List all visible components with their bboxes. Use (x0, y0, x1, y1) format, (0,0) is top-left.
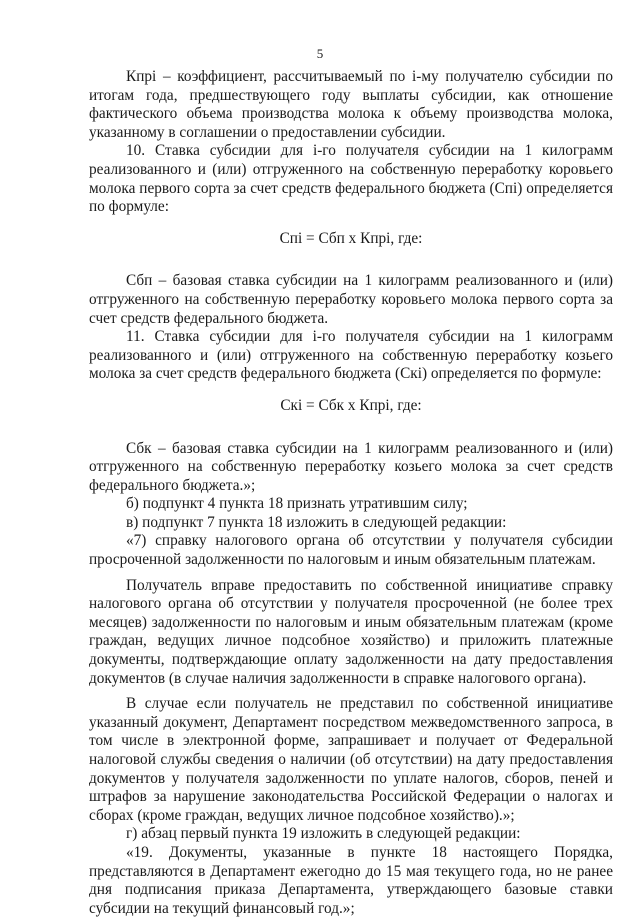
document-body (89, 68, 613, 918)
paragraph-sbk-definition: Сбк – базовая ставка субсидии на 1 килограмм реализованного и (или) отгруженного на собственную переработку козьего молока за счет средств федерального бюджета.»; (89, 439, 613, 494)
paragraph-kpri-definition: Кпрi – коэффициент, рассчитываемый по i-му получателю субсидии по итогам года, предшествующего году выплаты субсидии, как отношение фактического объема производства молока к объему производства молока, указанному в соглашении о предоставлении субсидии. (89, 68, 613, 141)
paragraph-subitem-v: в) подпункт 7 пункта 18 изложить в следующей редакции: (126, 513, 507, 531)
formula-spi: Спi = Сбп x Кпрi, где: (279, 229, 423, 247)
paragraph-subitem-b: б) подпункт 4 пункта 18 признать утратившим силу; (126, 495, 468, 513)
paragraph-department-request: В случае если получатель не представил по собственной инициативе указанный документ, Департамент посредством межведомственного запроса, в том числе в электронной форме, запрашивает и получает от Федеральной налоговой службы сведения о наличии (об отсутствии) на дату предоставления документов у получателя задолженности по уплате налогов, сборов, пеней и штрафов за нарушение законодательства Российской Федерации о налогах и сборах (кроме граждан, ведущих личное подсобное хозяйство).»; (89, 695, 613, 824)
paragraph-item-10: 10. Ставка субсидии для i-го получателя субсидии на 1 килограмм реализованного и (или) отгруженного на собственную переработку коровьего молока первого сорта за счет средств федерального бюджета (Спi) определяется по формуле: (89, 142, 613, 216)
paragraph-recipient-right: Получатель вправе предоставить по собственной инициативе справку налогового органа об отсутствии у получателя просроченной (не более трех месяцев) задолженности по налоговым и иным обязательным платежам (кроме граждан, ведущих личное подсобное хозяйство) и приложить платежные документы, подтверждающие оплату задолженности на дату предоставления документов (в случае наличия задолженности в справке налогового органа). (89, 576, 613, 687)
paragraph-sbp-definition: Сбп – базовая ставка субсидии на 1 килограмм реализованного и (или) отгруженного на собственную переработку коровьего молока первого сорта за счет средств федерального бюджета. (89, 272, 613, 327)
paragraph-item-7-text: «7) справку налогового органа об отсутствии у получателя субсидии просроченной задолженности по налоговым и иным обязательным платежам. (89, 532, 613, 569)
paragraph-item-11: 11. Ставка субсидии для i-го получателя субсидии на 1 килограмм реализованного и (или) отгруженного на собственную переработку козьего молока за счет средств федерального бюджета (Скi) определяется по формуле: (89, 328, 613, 383)
formula-ski: Скi = Сбк x Кпрi, где: (280, 396, 422, 414)
page-number: 5 (316, 46, 324, 61)
paragraph-subitem-g: г) абзац первый пункта 19 изложить в следующей редакции: (126, 825, 521, 843)
paragraph-item-19-text: «19. Документы, указанные в пункте 18 настоящего Порядка, представляются в Департамент ежегодно до 15 мая текущего года, но не ранее дня подписания приказа Департамента, утверждающего базовые ставки субсидии на текущий финансовый год.»; (89, 843, 613, 917)
